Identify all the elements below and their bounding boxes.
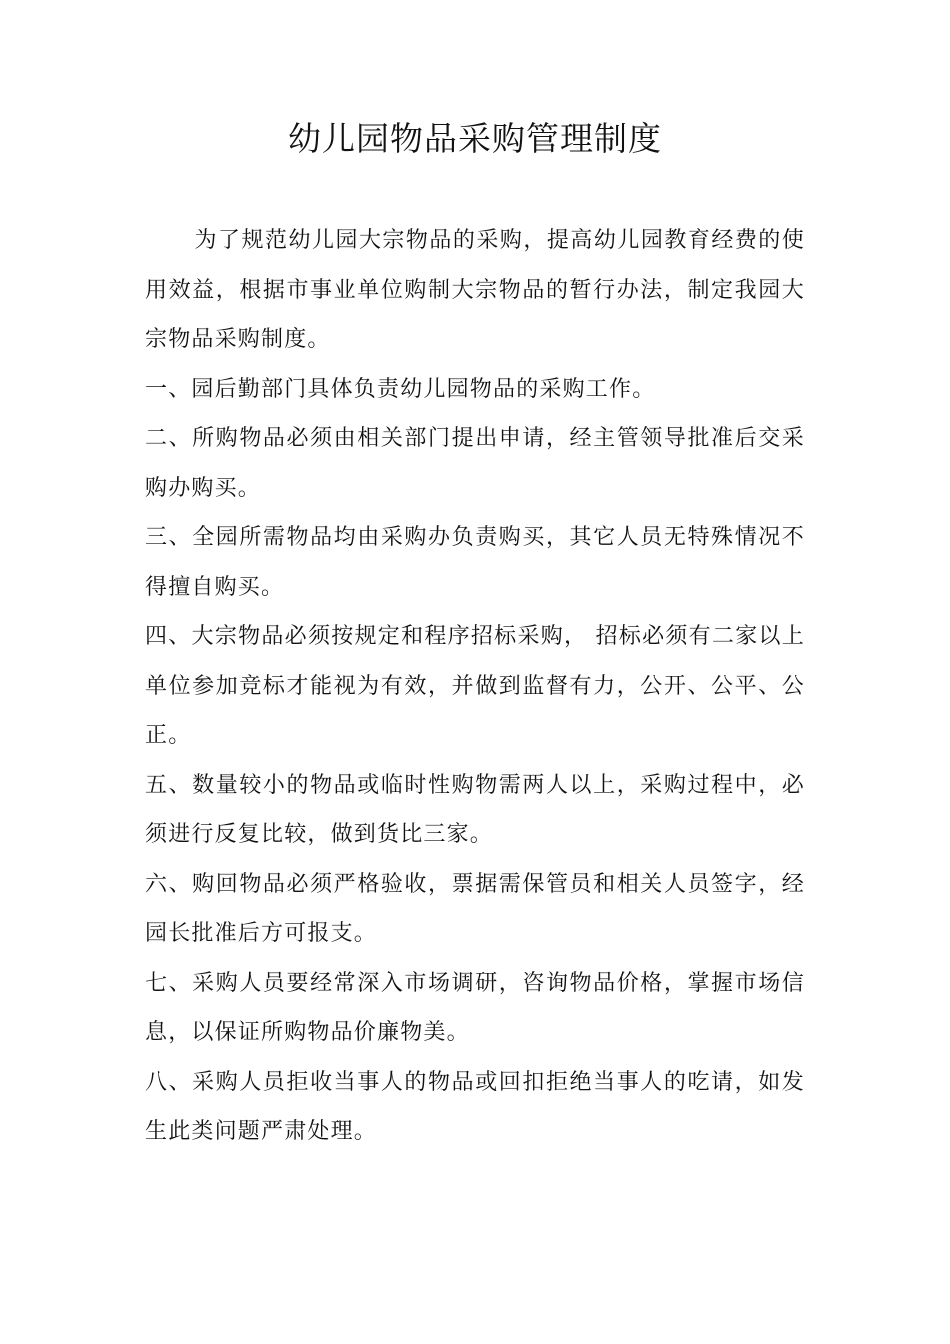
clause-1: 一、园后勤部门具体负责幼儿园物品的采购工作。: [145, 376, 656, 402]
document-body: [145, 216, 805, 1157]
clause-7: 七、采购人员要经常深入市场调研，咨询物品价格，掌握市场信息，以保证所购物品价廉物美。: [145, 970, 805, 1045]
document-title: 幼儿园物品采购管理制度: [288, 119, 662, 158]
clause-8: 八、采购人员拒收当事人的物品或回扣拒绝当事人的吃请，如发生此类问题严肃处理。: [145, 1069, 805, 1144]
clause-5: 五、数量较小的物品或临时性购物需两人以上，采购过程中，必须进行反复比较，做到货比三家。: [145, 772, 805, 847]
clause-4: 四、大宗物品必须按规定和程序招标采购， 招标必须有二家以上单位参加竞标才能视为有效，并做到监督有力，公开、公平、公正。: [145, 624, 805, 748]
clause-3: 三、全园所需物品均由采购办负责购买，其它人员无特殊情况不得擅自购买。: [145, 525, 805, 600]
clause-6: 六、购回物品必须严格验收，票据需保管员和相关人员签字，经园长批准后方可报支。: [145, 871, 805, 946]
intro-paragraph: 为了规范幼儿园大宗物品的采购，提高幼儿园教育经费的使用效益，根据市事业单位购制大宗物品的暂行办法，制定我园大宗物品采购制度。: [145, 228, 805, 352]
clause-2: 二、所购物品必须由相关部门提出申请，经主管领导批准后交采购办购买。: [145, 426, 805, 501]
